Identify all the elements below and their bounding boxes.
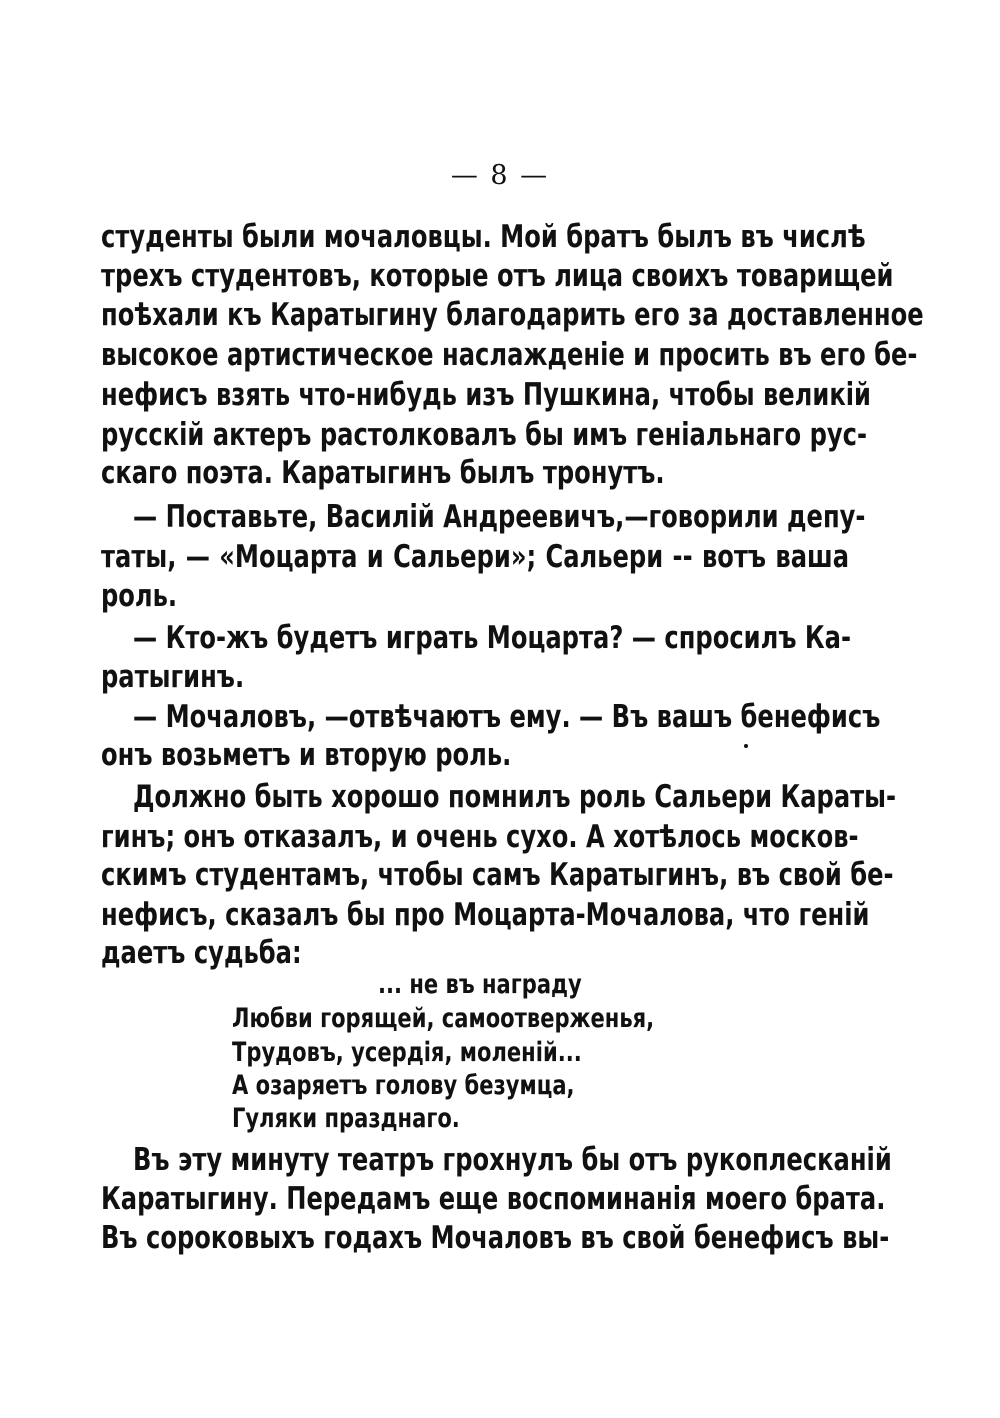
text-line: Въ сороковыхъ годахъ Мочаловъ въ свой бенефисъ вы- [101,1220,890,1256]
text-line: ратыгинъ. [101,659,245,695]
verse-line: Гуляки празднаго. [232,1103,460,1134]
text-line: нефисъ взять что-нибудь изъ Пушкина, чтобы великій [101,377,871,413]
text-line: трехъ студентовъ, которые отъ лица своихъ товарищей [101,258,894,294]
text-line: поѣхали къ Каратыгину благодарить его за доставленное [101,297,924,333]
text-line: онъ возьметъ и вторую роль. [101,737,512,773]
text-line: Каратыгину. Передамъ еще воспоминанія моего брата. [101,1181,886,1217]
text-line: роль. [101,578,178,614]
text-line: нефисъ, сказалъ бы про Моцарта-Мочалова, что геній [101,897,870,933]
text-line: даетъ судьба: [101,935,302,971]
text-line: гинъ; онъ отказалъ, и очень сухо. А хотѣлось москов- [101,819,859,855]
verse-line: ... не въ награду [378,969,582,1000]
text-line: — Мочаловъ, —отвѣчаютъ ему. — Въ вашъ бенефисъ [133,699,881,735]
verse-line: А озаряетъ голову безумца, [232,1070,575,1101]
text-line: скимъ студентамъ, чтобы самъ Каратыгинъ, въ свой бе- [101,857,894,893]
text-line: Въ эту минуту театръ грохнулъ бы отъ рукоплесканій [133,1142,892,1178]
text-line: студенты были мочаловцы. Мой братъ былъ въ числѣ [101,219,866,255]
verse-line: Трудовъ, усердія, моленій... [232,1037,582,1068]
text-line: русскій актеръ растолковалъ бы имъ геніальнаго рус- [101,417,868,453]
text-line: таты, — «Моцарта и Сальери»; Сальери -- вотъ ваша [101,539,850,575]
text-line: высокое артистическое наслажденіе и просить въ его бе- [101,337,918,373]
text-line: — Кто-жъ будетъ играть Моцарта? — спросилъ Ка- [133,620,852,656]
text-line: — Поставьте, Василій Андреевичъ,—говорили депу- [133,499,866,535]
print-speck [744,744,748,748]
text-line: Должно быть хорошо помнилъ роль Сальери Караты- [133,779,897,815]
text-line: скаго поэта. Каратыгинъ былъ тронутъ. [101,455,665,491]
page-number: — 8 — [450,160,550,191]
verse-line: Любви горящей, самоотверженья, [232,1003,655,1034]
